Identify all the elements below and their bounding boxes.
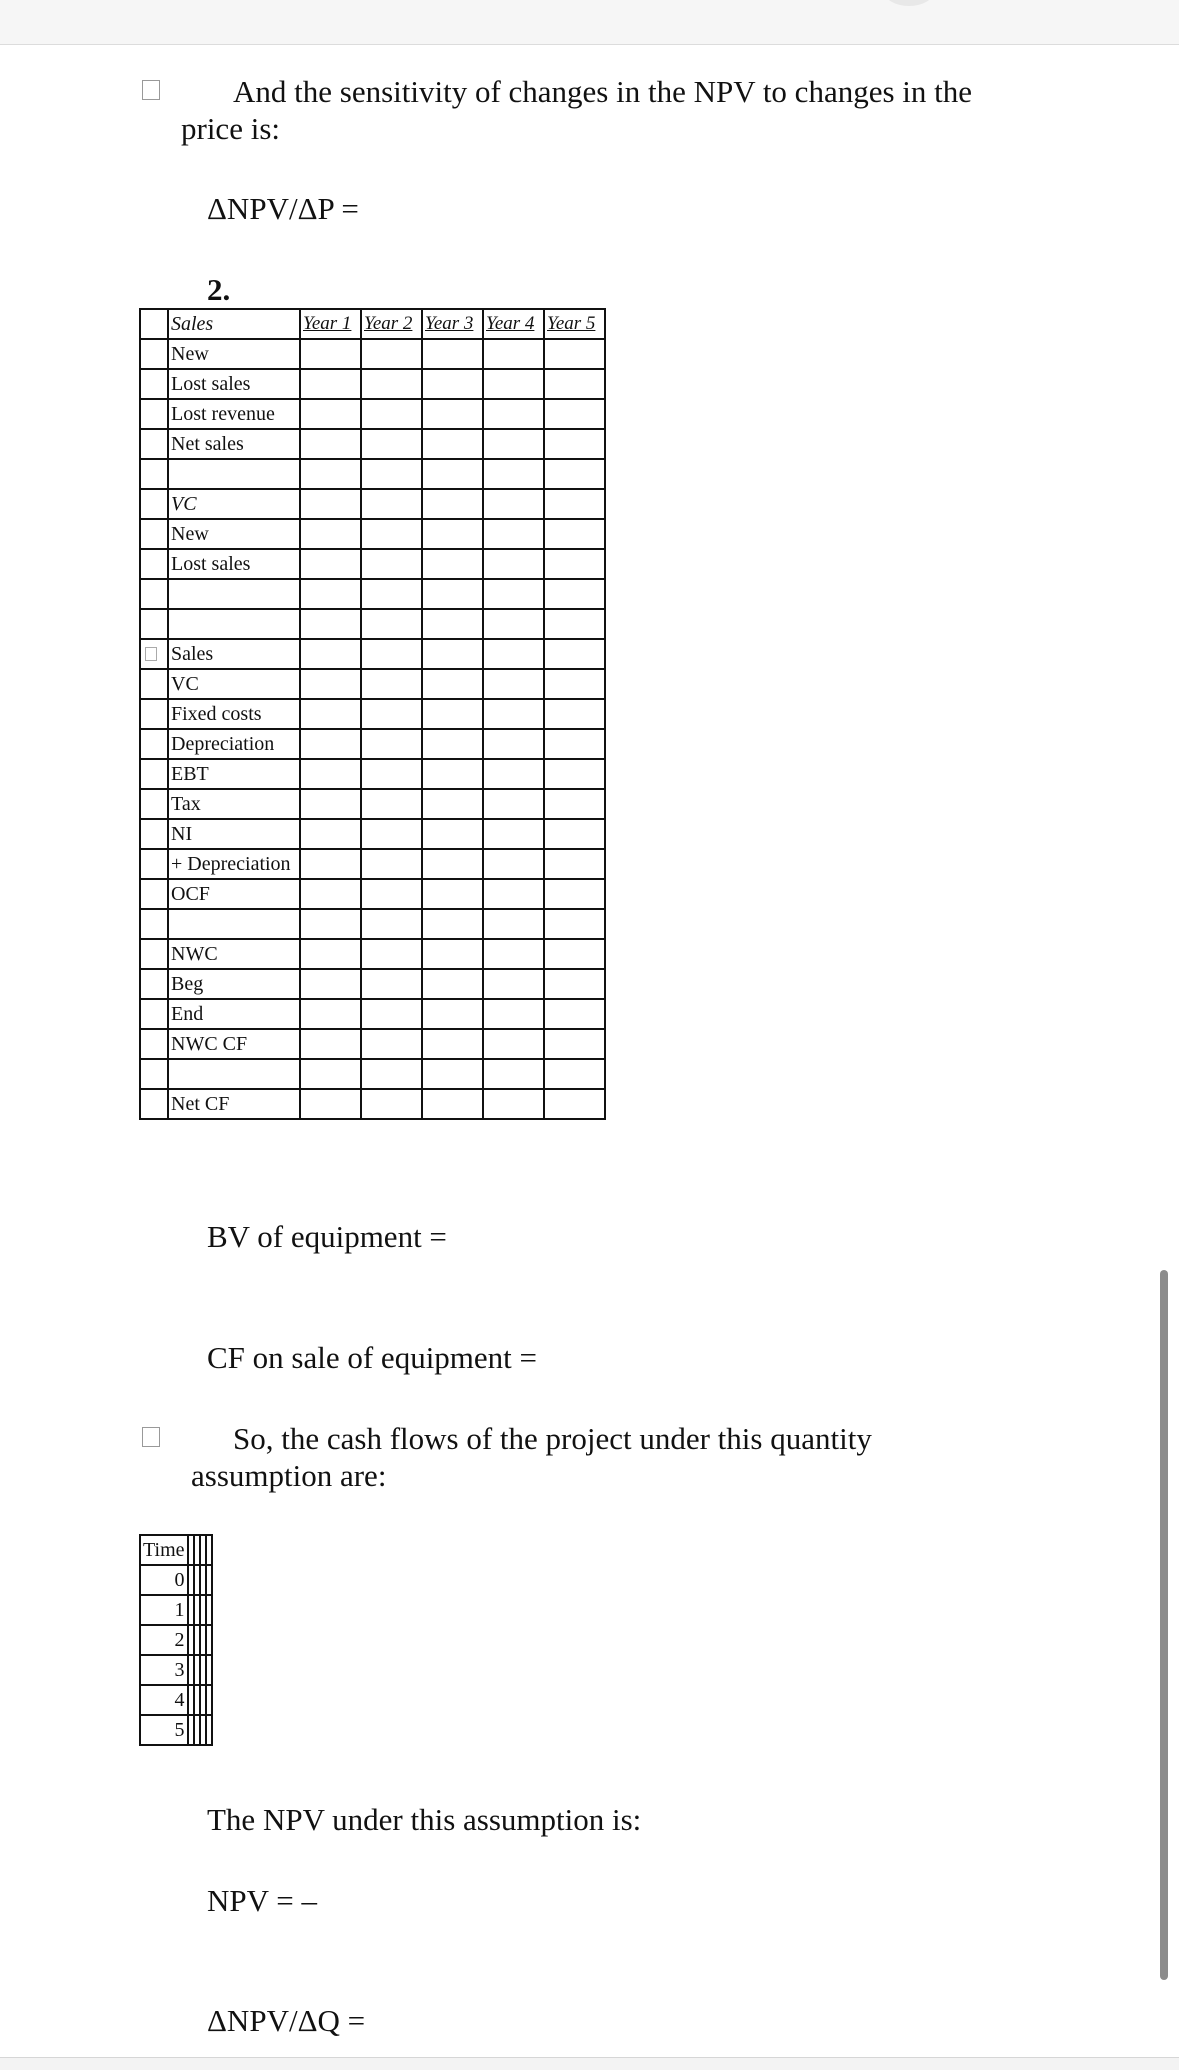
time-cell: 4 [140,1685,188,1715]
table-header-row [140,309,605,339]
npv-assumption-text: The NPV under this assumption is: [207,1802,642,1837]
row-label: Fixed costs [168,699,300,729]
missing-glyph-box-icon [142,80,160,100]
browser-bottom-bar [0,2057,1179,2070]
table-row [140,549,605,579]
table-row [140,1685,212,1715]
table-row [140,489,605,519]
table-row [140,1565,212,1595]
row-label: Depreciation [168,729,300,759]
table-row [140,909,605,939]
table-row [140,519,605,549]
table-row [140,369,605,399]
header-year-3: Year 3 [422,309,483,339]
table-row [140,1089,605,1119]
missing-glyph-box-icon [142,1427,160,1447]
table-row [140,1625,212,1655]
time-cell: 1 [140,1595,188,1625]
missing-glyph-box-icon [145,647,157,661]
header-year-2: Year 2 [361,309,422,339]
header-time: Time [140,1535,188,1565]
row-label: VC [168,669,300,699]
table-row [140,429,605,459]
time-cell: 5 [140,1715,188,1745]
table-row [140,1059,605,1089]
row-label: Lost revenue [168,399,300,429]
table-row [140,789,605,819]
header-sales: Sales [168,309,300,339]
table-row [140,729,605,759]
table-header-row [140,1535,212,1565]
row-label [168,609,300,639]
row-label: Lost sales [168,369,300,399]
cash-flows-text-line2: assumption are: [191,1458,387,1493]
row-label: NWC [168,939,300,969]
row-label: Beg [168,969,300,999]
row-label: Net CF [168,1089,300,1119]
table-row [140,939,605,969]
table-row [140,609,605,639]
header-year-4: Year 4 [483,309,544,339]
vertical-scrollbar[interactable] [1160,1270,1168,1980]
table-row [140,819,605,849]
table-row [140,879,605,909]
row-label [168,579,300,609]
table-row [140,699,605,729]
table-row [140,579,605,609]
row-label: Lost sales [168,549,300,579]
table-row [140,459,605,489]
row-label: Tax [168,789,300,819]
row-label: EBT [168,759,300,789]
row-label: End [168,999,300,1029]
npv-value-formula: NPV = – [207,1883,317,1918]
row-label: Sales [168,639,300,669]
header-year-5: Year 5 [544,309,605,339]
section-heading-2: 2. [207,272,231,307]
cash-flow-table [139,308,606,1120]
table-row [140,1029,605,1059]
browser-top-bar [0,0,1179,45]
time-cell: 3 [140,1655,188,1685]
table-row [140,999,605,1029]
row-label: OCF [168,879,300,909]
cash-flows-text-line1: So, the cash flows of the project under this quantity [233,1421,872,1456]
table-row [140,639,605,669]
profile-avatar-icon[interactable] [884,0,934,6]
table-row [140,399,605,429]
bv-equipment-formula: BV of equipment = [207,1219,447,1254]
time-table [139,1534,213,1746]
header-year-1: Year 1 [300,309,361,339]
row-label: NI [168,819,300,849]
table-row [140,1715,212,1745]
row-label [168,459,300,489]
row-label: + Depreciation [168,849,300,879]
table-row [140,969,605,999]
cf-sale-equipment-formula: CF on sale of equipment = [207,1340,538,1375]
row-label: New [168,519,300,549]
delta-npv-quantity-formula: ΔNPV/ΔQ = [207,2003,366,2038]
sensitivity-price-text-line2: price is: [181,111,280,146]
table-row [140,669,605,699]
time-cell: 2 [140,1625,188,1655]
row-label [168,1059,300,1089]
row-label: NWC CF [168,1029,300,1059]
row-label: New [168,339,300,369]
table-row [140,1655,212,1685]
delta-npv-price-formula: ΔNPV/ΔP = [207,191,359,226]
row-label: VC [168,489,300,519]
row-label [168,909,300,939]
table-row [140,759,605,789]
time-cell: 0 [140,1565,188,1595]
table-row [140,1595,212,1625]
sensitivity-price-text-line1: And the sensitivity of changes in the NPV to changes in the [233,74,973,109]
table-row [140,339,605,369]
row-label: Net sales [168,429,300,459]
table-row [140,849,605,879]
